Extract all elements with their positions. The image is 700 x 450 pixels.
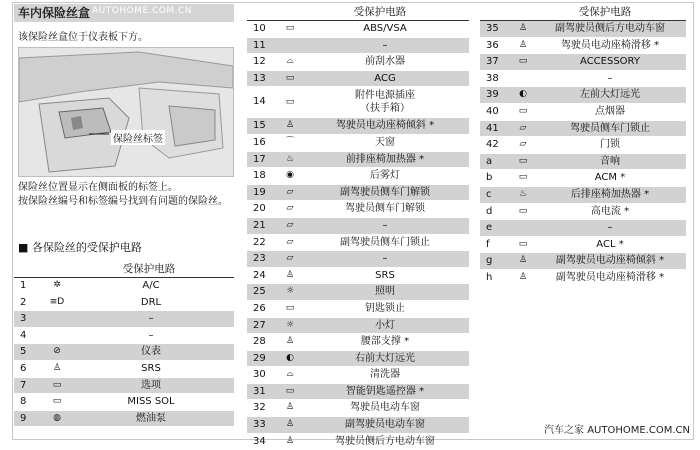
table-header: 受保护电路 (14, 261, 234, 278)
fuse-table-middle (247, 21, 469, 450)
circuit-icon: ♙ (52, 362, 62, 373)
circuit-icon: ♙ (285, 435, 295, 446)
circuit-name: – (382, 39, 388, 51)
fuse-box-illustration (18, 47, 234, 177)
fuse-number: 22 (253, 236, 266, 248)
fuse-number: 38 (486, 72, 499, 84)
circuit-icon: ⌒ (285, 136, 295, 147)
circuit-name: 驾驶员电动座椅倾斜 * (335, 120, 435, 132)
section-heading: ■ 各保险丝的受保护电路 (18, 241, 142, 254)
table-row (247, 318, 469, 335)
fuse-number: 31 (253, 385, 266, 397)
circuit-name: 腰部支撑 * (360, 336, 410, 348)
circuit-name: 驾驶员电动车窗 (350, 402, 420, 414)
table-row (480, 237, 686, 254)
fuse-number: 19 (253, 186, 266, 198)
fuse-number: 7 (20, 379, 27, 391)
circuit-icon: ♙ (285, 269, 295, 280)
fuse-number: 39 (486, 89, 499, 101)
circuit-icon: ▭ (518, 155, 528, 166)
notes (18, 181, 234, 209)
circuit-icon: ♨ (285, 153, 295, 164)
circuit-icon: ▭ (285, 72, 295, 83)
circuit-name: ACG (374, 72, 396, 84)
circuit-name: 钥匙锁止 (365, 302, 405, 314)
circuit-name: 驾驶员侧车门锁止 (570, 122, 650, 134)
circuit-name: 副驾驶员侧后方电动车窗 (555, 23, 665, 34)
circuit-name: 点烟器 (595, 105, 625, 117)
table-header: 受保护电路 (480, 4, 686, 21)
fuse-number: 2 (20, 296, 27, 308)
table-row (247, 268, 469, 285)
circuit-icon: ▱ (286, 253, 294, 264)
circuit-icon: ♙ (285, 402, 295, 413)
table-row (247, 367, 469, 384)
fuse-number: 5 (20, 346, 27, 358)
circuit-icon: ▱ (286, 219, 294, 230)
circuit-icon: ▱ (519, 139, 527, 150)
fuse-number: 8 (20, 396, 27, 408)
table-row (14, 411, 234, 428)
fuse-number: 1 (20, 280, 27, 291)
fuse-number: 35 (486, 23, 499, 34)
circuit-icon: ♙ (285, 120, 295, 131)
circuit-name: 副驾驶员侧车门解锁 (340, 186, 430, 198)
circuit-name: SRS (375, 269, 395, 281)
circuit-name: A/C (142, 280, 160, 291)
fuse-number: 33 (253, 419, 266, 431)
table-row (247, 334, 469, 351)
watermark-top: AUTOHOME.COM.CN (92, 6, 193, 16)
fuse-number: 41 (486, 122, 499, 134)
circuit-name: 前刮水器 (365, 56, 405, 68)
fuse-number: b (486, 172, 493, 184)
table-row (247, 301, 469, 318)
circuit-name: 驾驶员电动座椅滑移 * (560, 39, 660, 51)
circuit-icon: ▭ (518, 205, 528, 216)
circuit-name: 清洗器 (370, 369, 400, 381)
fuse-number: 32 (253, 402, 266, 414)
fuse-number: 26 (253, 302, 266, 314)
fuse-number: 30 (253, 369, 266, 381)
fuse-number: 16 (253, 136, 266, 148)
table-row (247, 434, 469, 450)
fuse-number: 27 (253, 319, 266, 331)
circuit-name: 高电流 * (590, 205, 630, 217)
circuit-name: 后排座椅加热器 * (570, 188, 650, 200)
circuit-name: 副驾驶员电动车窗 (345, 419, 425, 431)
fuse-number: 37 (486, 56, 499, 68)
fuse-number: 34 (253, 435, 266, 447)
circuit-name: – (382, 253, 388, 265)
circuit-icon: ♙ (518, 39, 528, 50)
table-header: 受保护电路 (247, 4, 469, 21)
circuit-icon: ♙ (285, 336, 295, 347)
table-row (247, 38, 469, 55)
circuit-icon: ▭ (285, 385, 295, 396)
fuse-label-callout: 保险丝标签 (111, 130, 165, 145)
circuit-name: 选项 (141, 379, 161, 391)
circuit-icon: ◐ (286, 352, 294, 363)
fuse-number: g (486, 255, 493, 267)
right-column (480, 4, 686, 287)
fuse-number: 21 (253, 219, 266, 231)
circuit-name: MISS SOL (127, 396, 175, 408)
table-row (480, 204, 686, 221)
table-row (480, 170, 686, 187)
circuit-icon: ▱ (286, 186, 294, 197)
circuit-name: ACL * (596, 238, 624, 250)
circuit-icon: ▭ (285, 97, 295, 108)
table-row (480, 71, 686, 88)
circuit-icon: ▭ (52, 396, 62, 407)
fuse-number: a (486, 155, 493, 167)
fuse-number: 9 (20, 412, 27, 424)
fuse-number: 25 (253, 286, 266, 298)
circuit-name: 后雾灯 (370, 170, 400, 182)
circuit-icon: ⌓ (286, 56, 294, 67)
table-row (247, 118, 469, 135)
table-row (247, 351, 469, 368)
table-row (14, 378, 234, 395)
table-row (14, 278, 234, 295)
circuit-icon: ☼ (285, 286, 295, 297)
table-row (480, 220, 686, 237)
fuse-number: 42 (486, 139, 499, 151)
fuse-table-left (14, 278, 234, 427)
circuit-icon: ♙ (285, 419, 295, 430)
table-row (480, 121, 686, 138)
circuit-name: 门锁 (600, 139, 620, 151)
circuit-name: 驾驶员侧后方电动车窗 (335, 435, 435, 447)
fuse-number: 18 (253, 170, 266, 182)
table-row (480, 137, 686, 154)
table-row (247, 417, 469, 434)
circuit-icon: ⌓ (286, 369, 294, 380)
circuit-icon: ◉ (286, 170, 294, 181)
section-heading-text: 各保险丝的受保护电路 (31, 241, 142, 254)
circuit-name: 驾驶员侧车门解锁 (345, 203, 425, 215)
circuit-icon: ▭ (518, 172, 528, 183)
fuse-number: 15 (253, 120, 266, 132)
circuit-icon: ▭ (518, 238, 528, 249)
circuit-icon: ≡D (49, 296, 65, 307)
circuit-icon: ♙ (518, 255, 528, 266)
circuit-name: – (148, 329, 154, 341)
fuse-number: 11 (253, 39, 266, 51)
table-row (247, 152, 469, 169)
circuit-name: – (148, 313, 154, 325)
note-line-1: 保险丝位置显示在侧面板的标签上。 (18, 182, 178, 193)
circuit-name: 音响 (600, 155, 620, 167)
fuse-number: 12 (253, 56, 266, 68)
table-row (247, 218, 469, 235)
table-row (14, 311, 234, 328)
circuit-name: ABS/VSA (363, 23, 407, 34)
table-row (480, 54, 686, 71)
circuit-name: 副驾驶员电动座椅滑移 * (555, 271, 665, 283)
circuit-icon: ☼ (285, 319, 295, 330)
circuit-icon: ✲ (53, 280, 61, 290)
page-title: 车内保险丝盒 (18, 6, 91, 20)
fuse-number: 20 (253, 203, 266, 215)
table-row (247, 71, 469, 88)
circuit-icon: ♨ (518, 188, 528, 199)
table-row (480, 87, 686, 104)
middle-column (247, 4, 469, 450)
circuit-name: 副驾驶员侧车门锁止 (340, 236, 430, 248)
fuse-number: 28 (253, 336, 266, 348)
circuit-icon: ◍ (53, 412, 61, 423)
circuit-icon: ▭ (285, 302, 295, 313)
circuit-name: 天窗 (375, 136, 395, 148)
circuit-name-line-2: （扶手箱） (360, 103, 410, 115)
intro-text: 该保险丝盒位于仪表板下方。 (18, 32, 148, 43)
table-row (247, 384, 469, 401)
table-row (14, 394, 234, 411)
circuit-name: 右前大灯远光 (355, 352, 415, 364)
table-row (247, 185, 469, 202)
circuit-name: 燃油泵 (136, 412, 166, 424)
circuit-name: 智能钥匙遥控器 * (345, 385, 425, 397)
table-row (14, 361, 234, 378)
fuse-number: 14 (253, 96, 266, 108)
fuse-number: c (486, 188, 492, 200)
table-row (480, 104, 686, 121)
fuse-number: 4 (20, 329, 27, 341)
circuit-icon (46, 311, 68, 327)
fuse-number: 23 (253, 253, 266, 265)
circuit-name (301, 87, 469, 117)
circuit-name: 前排座椅加热器 * (345, 153, 425, 165)
table-row (247, 135, 469, 152)
fuse-number: 17 (253, 153, 266, 165)
table-row (480, 270, 686, 287)
circuit-name: SRS (141, 362, 161, 374)
circuit-icon (279, 38, 301, 54)
table-row (247, 400, 469, 417)
circuit-name: 左前大灯远光 (580, 89, 640, 101)
fuse-number: d (486, 205, 493, 217)
circuit-name: ACCESSORY (580, 56, 640, 68)
table-row (480, 154, 686, 171)
fuse-number: 29 (253, 352, 266, 364)
table-row (247, 168, 469, 185)
note-line-2: 按保险丝编号和标签编号找到有问题的保险丝。 (18, 196, 228, 207)
table-row (480, 38, 686, 55)
circuit-icon: ♙ (518, 271, 528, 282)
circuit-name: 小灯 (375, 319, 395, 331)
circuit-icon (512, 220, 534, 236)
watermark: 汽车之家 AUTOHOME.COM.CN (544, 425, 690, 436)
table-row (14, 328, 234, 345)
table-row (14, 295, 234, 312)
table-row (247, 54, 469, 71)
circuit-icon: ▱ (286, 236, 294, 247)
circuit-name: – (607, 72, 613, 84)
table-row (480, 21, 686, 38)
circuit-icon: ▱ (519, 122, 527, 133)
table-row (480, 253, 686, 270)
fuse-number: 3 (20, 313, 27, 325)
fuse-number: 36 (486, 39, 499, 51)
circuit-name: DRL (140, 296, 162, 308)
table-row (247, 21, 469, 38)
circuit-icon: ⊘ (53, 346, 61, 357)
circuit-icon: ▭ (518, 56, 528, 67)
circuit-icon: ▭ (285, 23, 295, 33)
table-row (247, 235, 469, 252)
circuit-icon (46, 328, 68, 344)
fuse-number: 24 (253, 269, 266, 281)
dashboard-illustration (19, 48, 233, 176)
circuit-icon: ▱ (286, 203, 294, 214)
circuit-icon: ▭ (52, 379, 62, 390)
table-row (480, 187, 686, 204)
circuit-name: 照明 (375, 286, 395, 298)
circuit-icon: ▭ (518, 105, 528, 116)
table-row (247, 87, 469, 118)
fuse-table-right (480, 21, 686, 287)
table-row (247, 284, 469, 301)
circuit-name: ACM * (594, 172, 626, 184)
fuse-number: e (486, 222, 493, 234)
circuit-icon (512, 71, 534, 87)
fuse-number: 13 (253, 72, 266, 84)
fuse-number: 6 (20, 362, 27, 374)
table-row (247, 201, 469, 218)
circuit-name: – (382, 219, 388, 231)
fuse-number: 10 (253, 23, 266, 34)
circuit-icon: ♙ (518, 23, 528, 33)
circuit-name: 仪表 (141, 346, 161, 358)
fuse-number: 40 (486, 105, 499, 117)
circuit-name-line-1: 附件电源插座 (355, 90, 415, 102)
left-column (14, 4, 234, 427)
fuse-number: h (486, 271, 493, 283)
fuse-number: f (486, 238, 490, 250)
table-row (14, 344, 234, 361)
circuit-name: – (607, 222, 613, 234)
table-row (247, 251, 469, 268)
circuit-icon: ◐ (519, 89, 527, 100)
circuit-name: 副驾驶员电动座椅倾斜 * (555, 255, 665, 267)
